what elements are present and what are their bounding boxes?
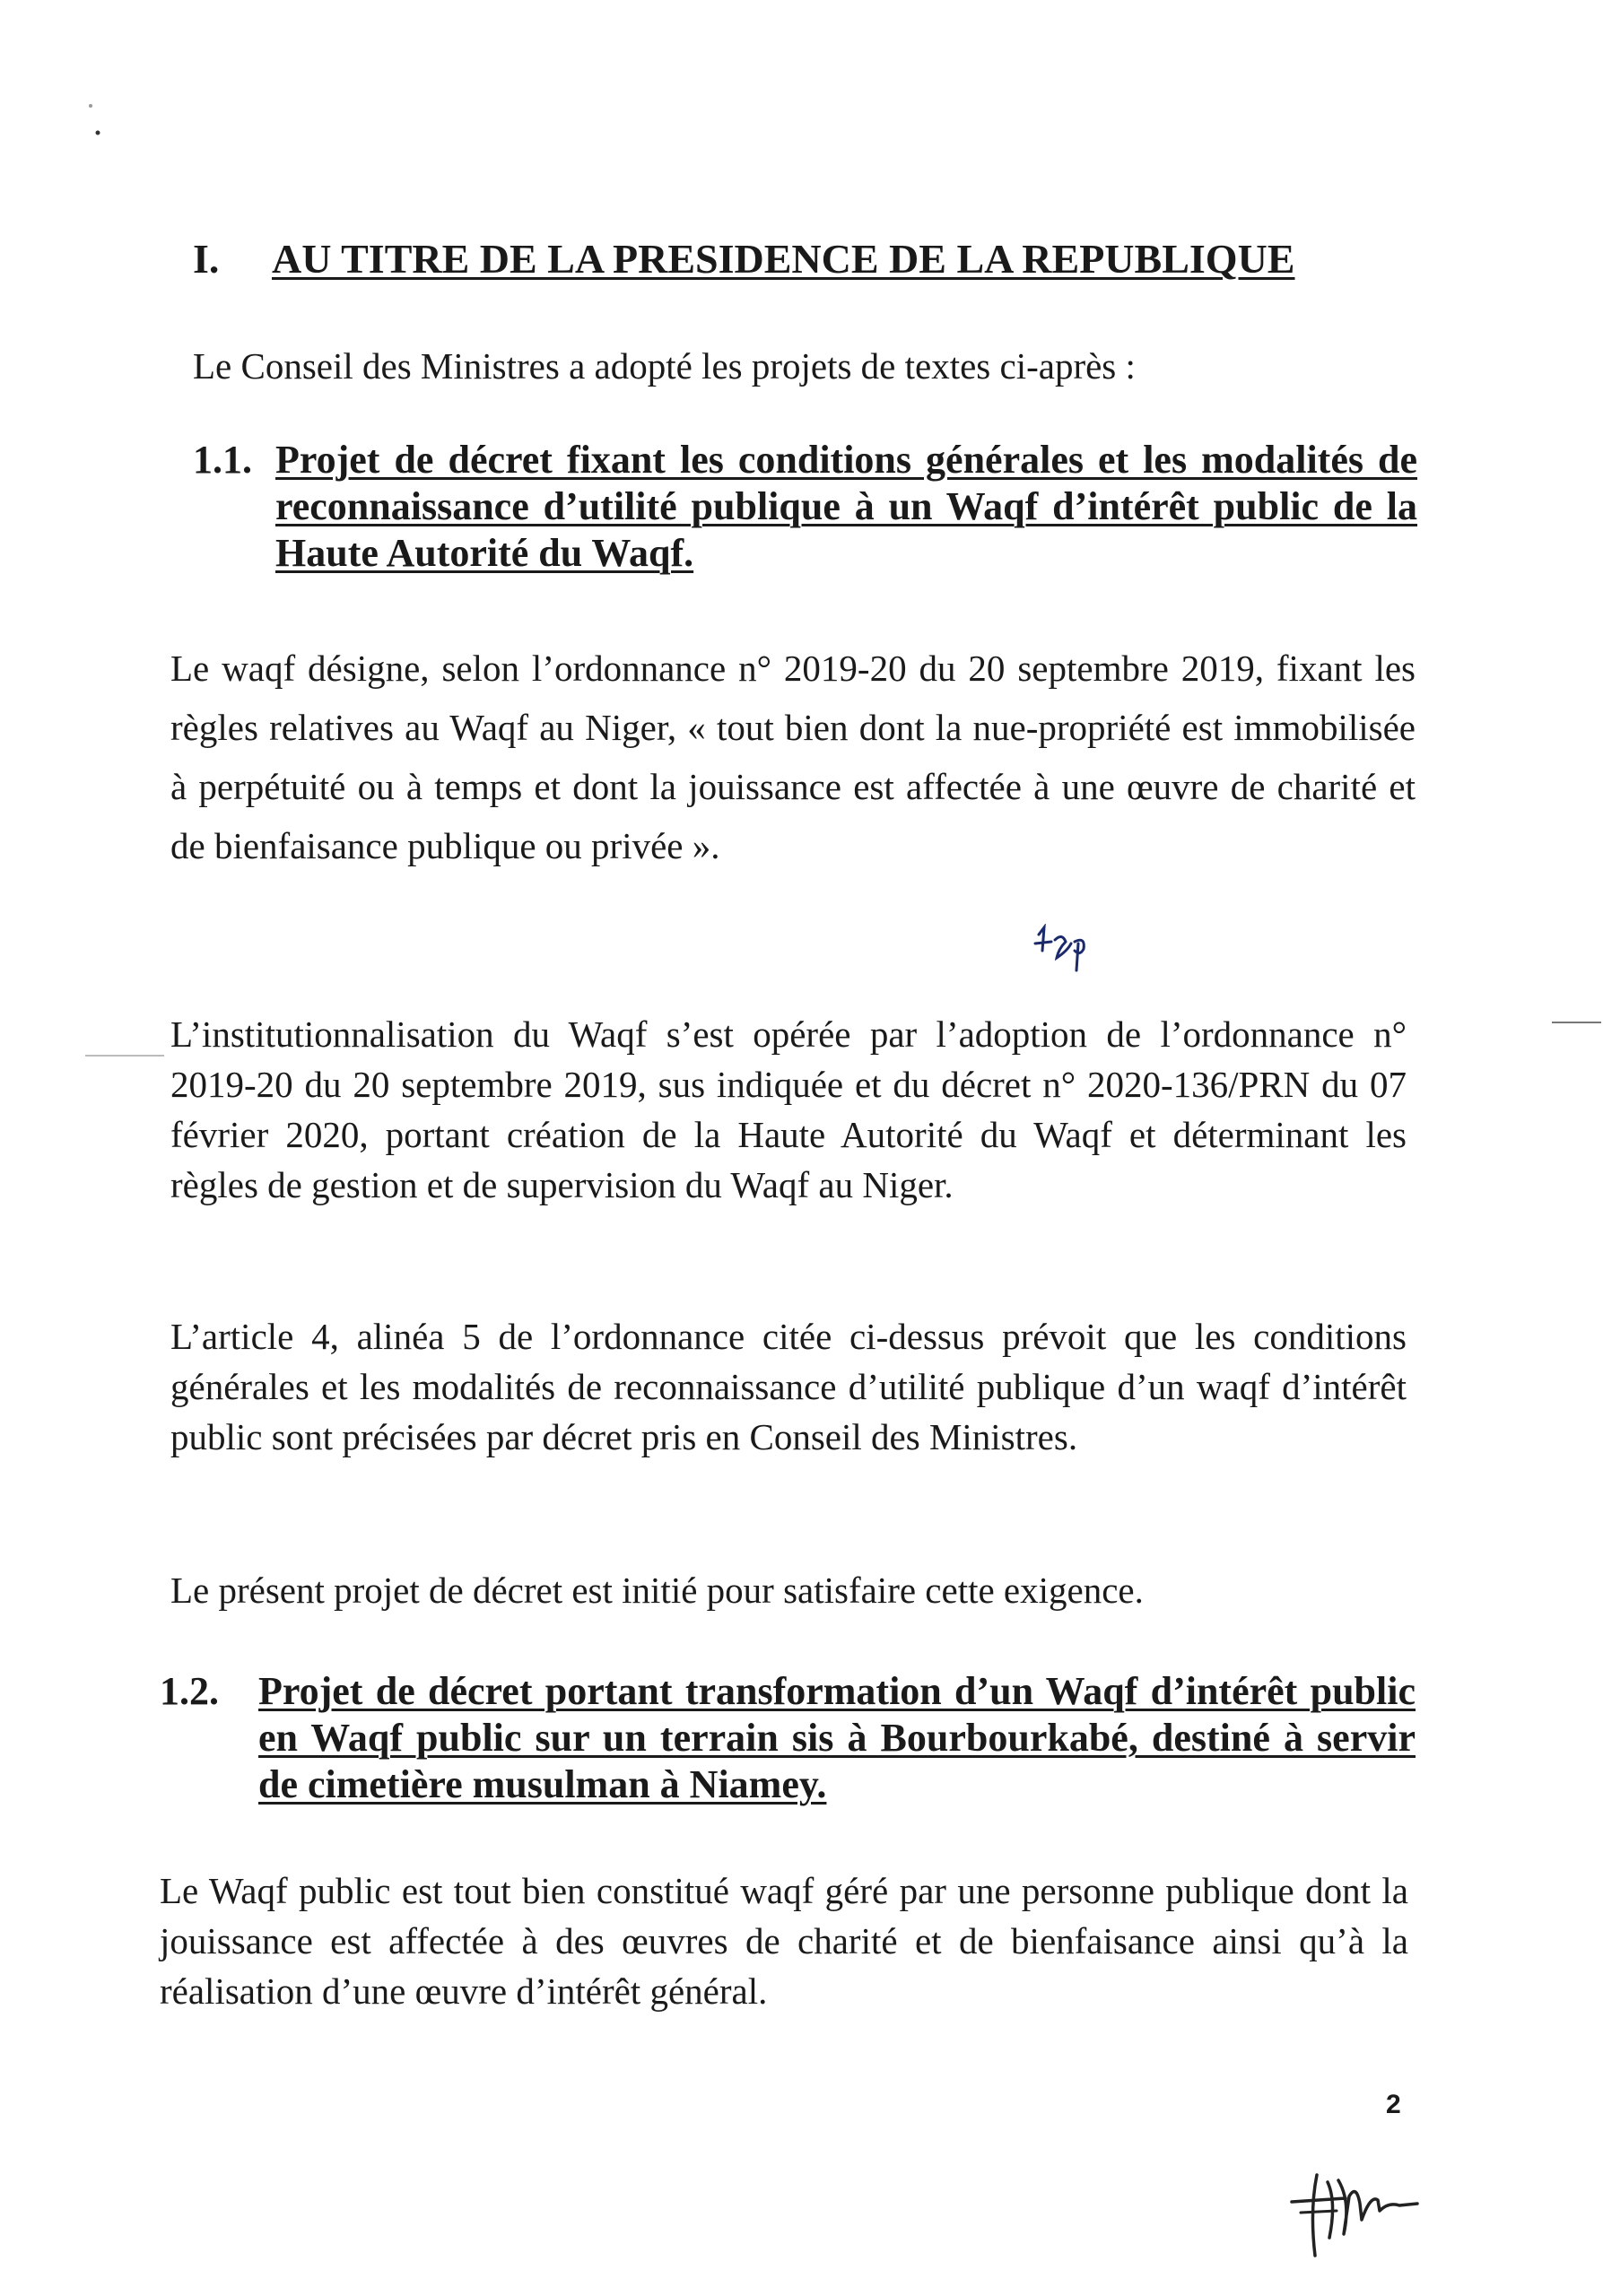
scan-dash-decoration [1552,1018,1603,1027]
paragraph-text: Le présent projet de décret est initié pour satisfaire cette exigence. [170,1570,1144,1611]
item-1-1-title: Projet de décret fixant les conditions générales et les modalités de reconnaissance d’utilité publique à un Waqf d’intérêt public de la Haute Autorité du Waqf. [275,438,1417,575]
item-1-1-paragraph-4 [170,1565,1407,1615]
item-1-1-paragraph-2 [170,1009,1407,1210]
item-1-2-heading [160,1668,1416,1821]
paragraph-text: Le waqf désigne, selon l’ordonnance n° 2019-20 du 20 septembre 2019, fixant les règles relatives au Waqf au Niger, « tout bien dont la nue-propriété est immobilisée à perpétuité ou à temps et dont la jouissance est affectée à une œuvre de charité et de bienfaisance publique ou privée ». [170,648,1416,866]
scan-speck-decoration [85,99,103,144]
paragraph-text: Le Waqf public est tout bien constitué waqf géré par une personne publique dont la jouissance est affectée à des œuvres de charité et de bienfaisance ainsi qu’à la réalisation d’une œuvre d’intérêt général. [160,1870,1408,2012]
item-1-1-number: 1.1. [193,438,252,482]
item-1-2-paragraph-1 [160,1866,1408,2016]
paragraph-text: L’institutionnalisation du Waqf s’est opérée par l’adoption de l’ordonnance n° 2019-20 du 20 septembre 2019, sus indiquée et du décret n° 2020-136/PRN du 07 février 2020, portant création de la Haute Autorité du Waqf et déterminant les règles de gestion et de supervision du Waqf au Niger. [170,1013,1407,1205]
page-number: 2 [1386,2090,1401,2119]
paragraph-text: L’article 4, alinéa 5 de l’ordonnance citée ci-dessus prévoit que les conditions générales et les modalités de reconnaissance d’utilité publique d’un waqf d’intérêt public sont précisées par décret pris en Conseil des Ministres. [170,1316,1407,1457]
item-1-1-heading [193,437,1417,589]
section-title: AU TITRE DE LA PRESIDENCE DE LA REPUBLIQUE [272,236,1295,282]
intro-paragraph [193,341,1359,391]
item-1-1-paragraph-1 [170,639,1416,875]
scan-dash-decoration-left [85,1051,166,1060]
item-1-2-title: Projet de décret portant transformation d’un Waqf d’intérêt public en Waqf public sur un terrain sis à Bourbourkabé, destiné à servir de cimetière musulman à Niamey. [258,1669,1416,1806]
section-number: I. [193,236,220,282]
intro-text: Le Conseil des Ministres a adopté les projets de textes ci-après : [193,345,1136,387]
initials-mark [1032,924,1103,978]
item-1-1-paragraph-3 [170,1311,1407,1462]
item-1-2-number: 1.2. [160,1669,219,1713]
section-heading [193,235,1294,283]
signature-mark [1274,2148,1453,2283]
